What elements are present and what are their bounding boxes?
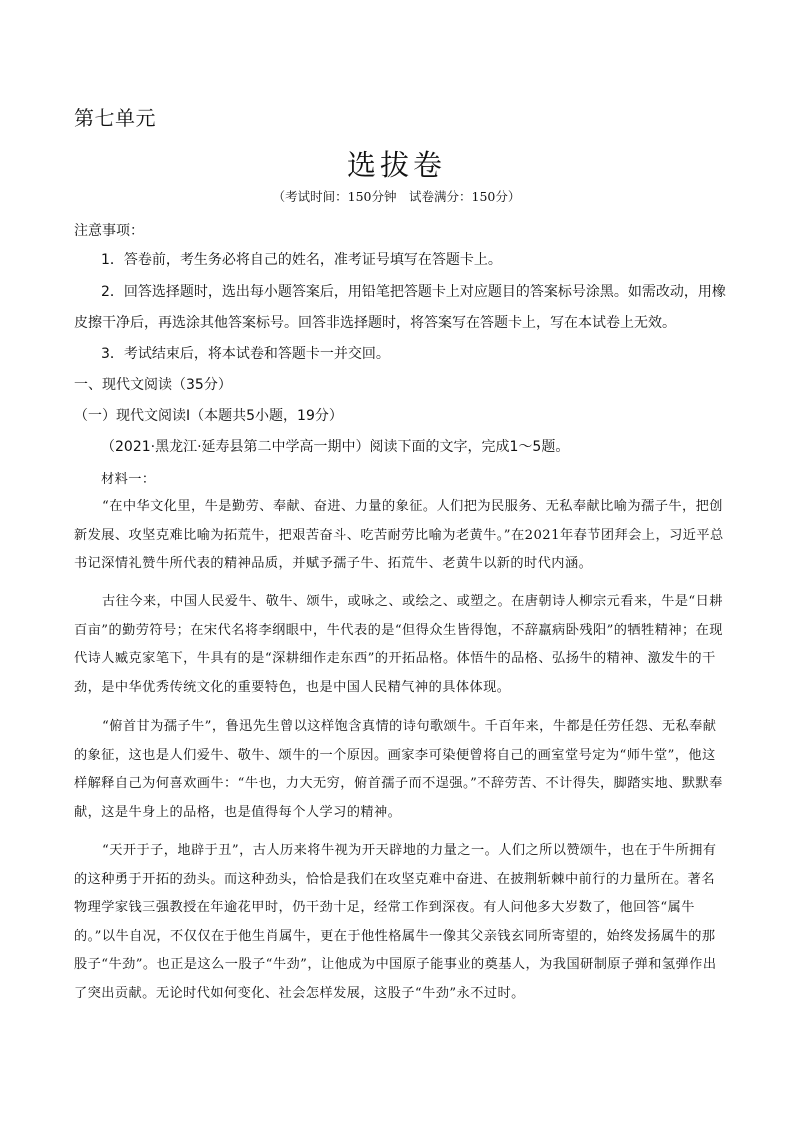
notice-item-2-cont: 皮擦干净后，再选涂其他答案标号。回答非选择题时，将答案写在答题卡上，写在本试卷上无效。 (74, 315, 676, 331)
section-title: 一、现代文阅读（35分） (74, 377, 232, 393)
notice-item-3: 3．考试结束后，将本试卷和答题卡一并交回。 (101, 346, 390, 362)
page-title: 选拔卷 (346, 148, 446, 182)
reading-instruction: （2021·黑龙江·延寿县第二中学高一期中）阅读下面的文字，完成1～5题。 (101, 439, 570, 455)
exam-subtitle: （考试时间：150分钟 试卷满分：150分） (272, 189, 521, 204)
notice-item-2: 2．回答选择题时，选出每小题答案后，用铅笔把答题卡上对应题目的答案标号涂黑。如需改动，用橡 (101, 284, 726, 300)
subsection-title: （一）现代文阅读Ⅰ（本题共5小题，19分） (74, 408, 343, 424)
notice-title: 注意事项： (74, 223, 144, 239)
notice-item-1: 1．答卷前，考生务必将自己的姓名，准考证号填写在答题卡上。 (101, 252, 502, 268)
unit-label: 第七单元 (74, 106, 156, 130)
paragraph-4: “天开于子，地辟于丑”，古人历来将牛视为开天辟地的力量之一。人们之所以赞颂牛，也在于牛所拥有的这种勇于开拓的劲头。而这种劲头，恰恰是我们在攻坚克难中奋进、在披荆斩棘中前行的力量所在。著名物理学家钱三强教授在年逾花甲时，仍干劲十足，经常工作到深夜。有人问他多大岁数了，他回答“属牛的。”以牛自况，不仅仅在于他生肖属牛，更在于他性格属牛一像其父亲钱玄同所寄望的，始终发扬属牛的那股子“牛劲”。也正是这么一股子“牛劲”，让他成为中国原子能事业的奠基人，为我国研制原子弹和氢弹作出了突出贡献。无论时代如何变化、社会怎样发展，这股子“牛劲”永不过时。 (74, 843, 717, 1001)
material-label: 材料一： (101, 472, 156, 487)
paragraph-1: “在中华文化里，牛是勤劳、奉献、奋进、力量的象征。人们把为民服务、无私奉献比喻为孺子牛，把创新发展、攻坚克难比喻为拓荒牛，把艰苦奋斗、吃苦耐劳比喻为老黄牛。”在2021年春节团拜会上，习近平总书记深情礼赞牛所代表的精神品质，并赋予孺子牛、拓荒牛、老黄牛以新的时代内涵。 (74, 499, 724, 571)
paragraph-3: “俯首甘为孺子牛”，鲁迅先生曾以这样饱含真情的诗句歌颂牛。千百年来，牛都是任劳任怨、无私奉献的象征，这也是人们爱牛、敬牛、颂牛的一个原因。画家李可染便曾将自己的画室堂号定为“师牛堂”，他这样解释自己为何喜欢画牛：“牛也，力大无穷，俯首孺子而不逞强。”不辞劳苦、不计得失，脚踏实地、默默奉献，这是牛身上的品格，也是值得每个人学习的精神。 (74, 719, 723, 820)
paragraph-2: 古往今来，中国人民爱牛、敬牛、颂牛，或咏之、或绘之、或塑之。在唐朝诗人柳宗元看来，牛是“日耕百亩”的勤劳符号；在宋代名将李纲眼中，牛代表的是“但得众生皆得饱，不辞羸病卧残阳”的牺牲精神；在现代诗人臧克家笔下，牛具有的是“深耕细作走东西”的开拓品格。体悟牛的品格、弘扬牛的精神、激发牛的干劲，是中华优秀传统文化的重要特色，也是中国人民精气神的具体体现。 (74, 594, 723, 695)
